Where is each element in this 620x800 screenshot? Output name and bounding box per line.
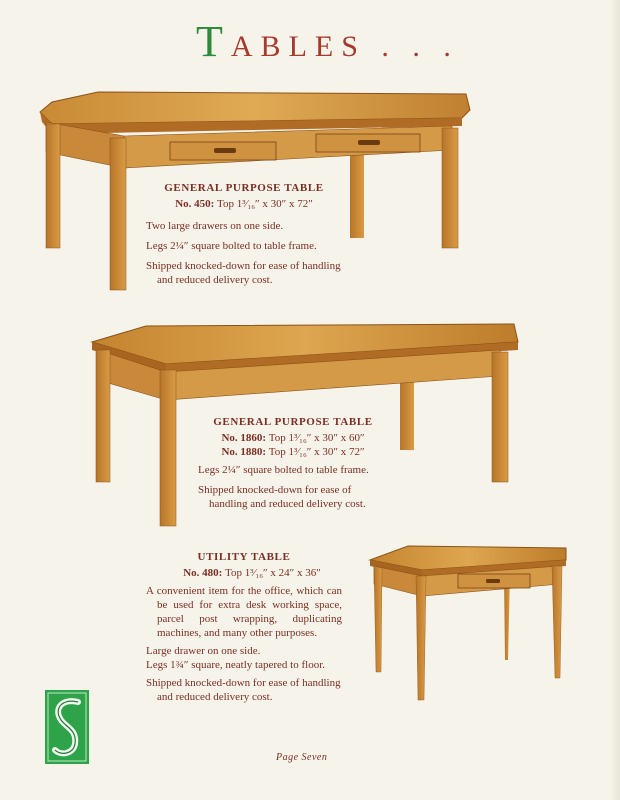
table-1880-spec: No. 1880: Top 1³⁄₁₆″ x 30″ x 72″: [221, 446, 365, 458]
table-1860-feature-2: Shipped knocked-down for ease of handling and reduced delivery cost.: [198, 484, 366, 510]
company-logo: [45, 690, 89, 764]
table-450-description: [146, 181, 342, 287]
table-450-feature-3: Shipped knocked-down for ease of handling and reduced delivery cost.: [146, 260, 341, 286]
table-480-feature-2: Large drawer on one side.: [146, 645, 261, 657]
table-480-feature-4: Shipped knocked-down for ease of handling and reduced delivery cost.: [146, 677, 341, 703]
title-initial: T: [196, 17, 231, 66]
title-rest: ABLES . . .: [230, 30, 459, 63]
table-450-name: GENERAL PURPOSE TABLE: [164, 182, 324, 194]
table-450-feature-1: Two large drawers on one side.: [146, 220, 284, 232]
table-480-feature-3: Legs 1¾″ square, neatly tapered to floor.: [146, 659, 325, 671]
table-1860-spec: No. 1860: Top 1³⁄₁₆″ x 30″ x 60″: [221, 432, 365, 444]
table-450-feature-2: Legs 2¼″ square bolted to table frame.: [146, 240, 317, 252]
table-480-feature-1: A convenient item for the office, which can be used for extra desk working space, parcel post wrapping, duplicating machines, and many other purposes.: [146, 585, 342, 639]
table-1860-feature-1: Legs 2¼″ square bolted to table frame.: [198, 464, 369, 476]
page-title: [196, 17, 459, 66]
table-480-spec: No. 480: Top 1³⁄₁₆″ x 24″ x 36″: [183, 567, 321, 579]
table-1860-name: GENERAL PURPOSE TABLE: [213, 416, 373, 428]
table-480-name: UTILITY TABLE: [197, 551, 291, 563]
page-edge: [610, 0, 620, 800]
table-480-illustration: [368, 544, 570, 706]
table-480-description: [146, 550, 342, 704]
table-1860-description: [198, 415, 388, 511]
table-450-spec: No. 450: Top 1³⁄₁₆″ x 30″ x 72″: [175, 198, 313, 210]
page-number: Page Seven: [276, 752, 328, 763]
